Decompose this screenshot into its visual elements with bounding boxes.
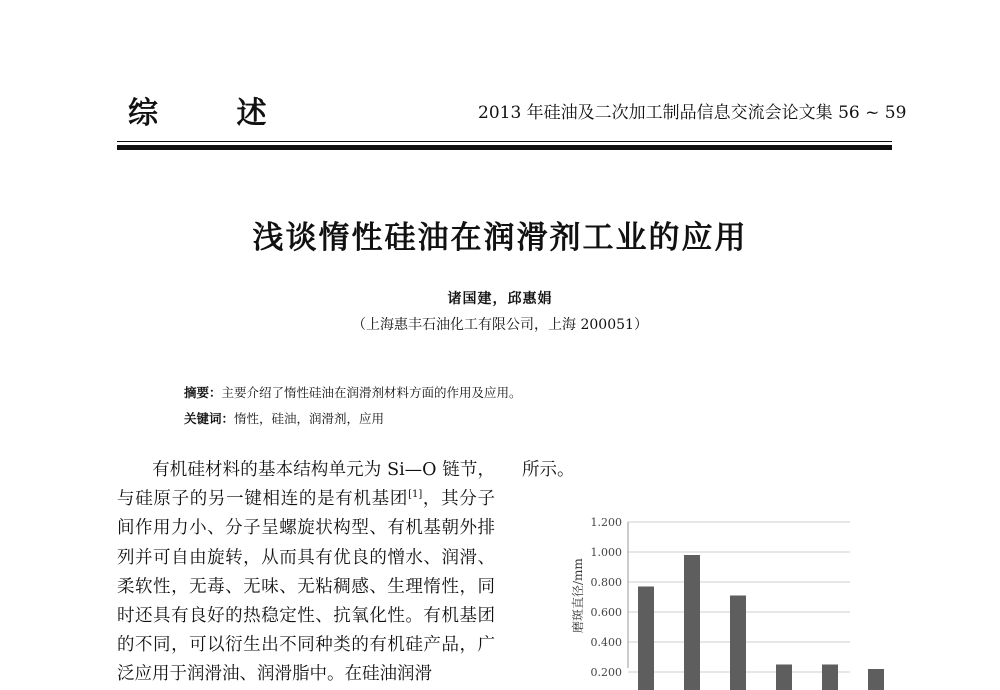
y-tick-label: 0.800: [591, 576, 623, 589]
bar-5: [822, 665, 838, 690]
section-label: 综 述: [128, 88, 300, 132]
abstract: [184, 383, 522, 401]
bar-3: [730, 596, 746, 690]
body-text-start: 有机硅材料的基本结构单元为 Si—O 链节，与硅原子的另一键相连的是有机基团: [117, 460, 495, 509]
keywords-label: 关键词：: [184, 411, 234, 426]
header-rule-thick: [117, 145, 892, 150]
keywords-text: 惰性，硅油，润滑剂，应用: [234, 411, 384, 426]
bar-chart: [560, 508, 860, 668]
y-tick-label: 0.400: [591, 636, 623, 649]
body-text-rest: ，其分子间作用力小、分子呈螺旋状构型、有机基朝外排列并可自由旋转，从而具有优良的憎水、润滑、柔软性，无毒、无味、无粘稠感、生理惰性，同时还具有良好的热稳定性、抗氧化性。有机基团的不同，可以衍生出不同种类的有机硅产品，广泛应用于润滑油、润滑脂中。在硅油润滑: [117, 489, 495, 684]
y-tick-label: 0.600: [591, 606, 623, 619]
reference-marker[interactable]: [1]: [408, 489, 422, 500]
article-title: 浅谈惰性硅油在润滑剂工业的应用: [0, 212, 1000, 257]
header-rule-thin: [117, 141, 892, 142]
body-paragraph: [117, 456, 495, 690]
bar-2: [684, 555, 700, 690]
abstract-label: 摘要：: [184, 385, 222, 400]
y-tick-label: 0.200: [591, 666, 623, 679]
y-tick-label: 1.200: [591, 516, 623, 529]
right-column-text: 所示。: [522, 456, 575, 485]
keywords: [184, 409, 384, 427]
y-axis-label: 磨斑直径/mm: [570, 558, 585, 633]
journal-citation: 2013 年硅油及二次加工制品信息交流会论文集 56 ~ 59: [478, 98, 906, 123]
affiliation: （上海惠丰石油化工有限公司，上海 200051）: [0, 314, 1000, 334]
bar-6: [868, 669, 884, 690]
bar-4: [776, 665, 792, 690]
abstract-text: 主要介绍了惰性硅油在润滑剂材料方面的作用及应用。: [222, 385, 522, 400]
y-tick-label: 1.000: [591, 546, 623, 559]
bar-1: [638, 587, 654, 690]
authors: 诸国建，邱惠娟: [0, 288, 1000, 308]
